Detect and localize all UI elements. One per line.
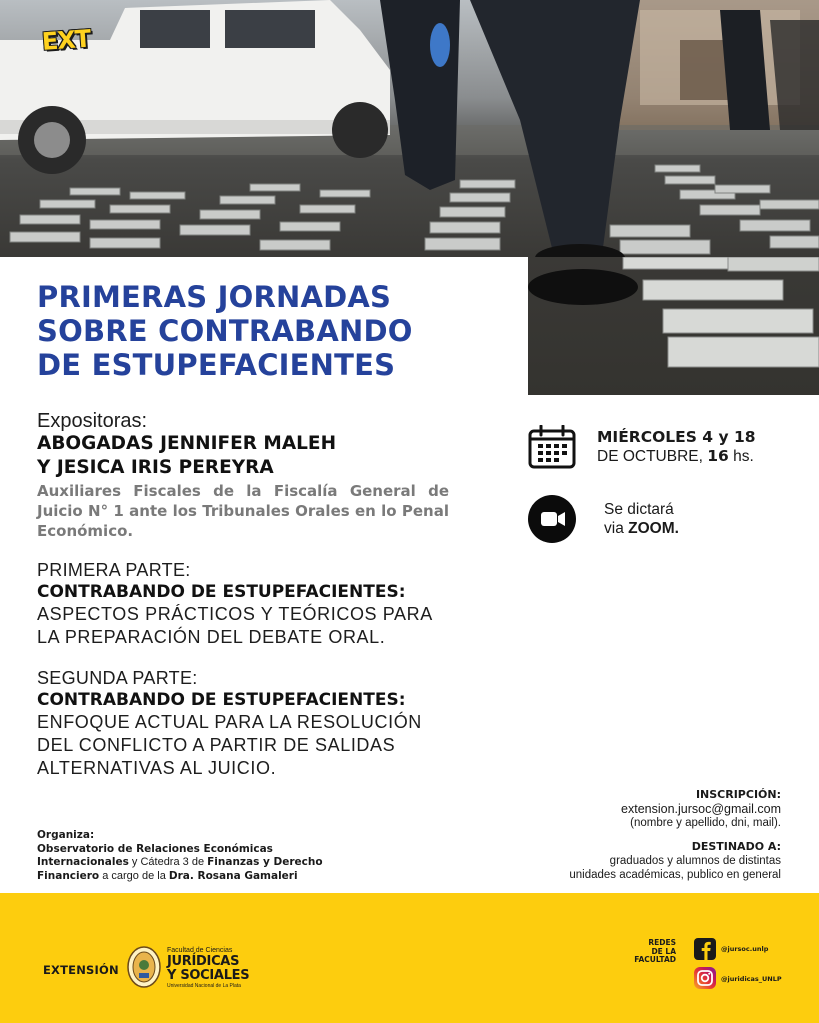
- zoom-camera-icon: [528, 495, 576, 543]
- second-part-section: [37, 667, 467, 780]
- audience-line: graduados y alumnos de distintas: [609, 855, 781, 867]
- title-line: DE ESTUPEFACIENTES: [37, 348, 396, 382]
- organizer-header: Organiza:: [37, 829, 95, 841]
- speaker-names-line: ABOGADAS JENNIFER MALEH: [37, 433, 337, 454]
- part-label: PRIMERA PARTE:: [37, 560, 191, 580]
- university-seal-icon: [127, 946, 161, 988]
- event-month: DE OCTUBRE,: [597, 448, 703, 465]
- part-title: CONTRABANDO DE ESTUPEFACIENTES:: [37, 582, 406, 602]
- organizer-text: y Cátedra 3 de: [128, 856, 208, 868]
- header-photo-illustration: [0, 0, 819, 257]
- subtitle-line: LA PREPARACIÓN DEL DEBATE ORAL.: [37, 627, 386, 647]
- event-day: MIÉRCOLES 4 y 18: [597, 428, 756, 446]
- audience-section: [461, 840, 781, 882]
- first-part-section: [37, 559, 467, 649]
- platform-line: Se dictará: [604, 501, 674, 518]
- part-subtitle: [37, 603, 467, 649]
- speakers-label: Expositoras:: [37, 410, 148, 432]
- header-photo: [0, 0, 819, 257]
- organizer-chair: Finanzas y Derecho: [207, 856, 323, 868]
- faculty-logo: [167, 947, 267, 989]
- audience-header: DESTINADO A:: [691, 840, 781, 853]
- ext-logo: EXT: [41, 24, 92, 56]
- title-line: SOBRE CONTRABANDO: [37, 314, 413, 348]
- inscription-section: [481, 788, 781, 830]
- organizer-name: Internacionales: [37, 856, 129, 868]
- audience-line: unidades académicas, publico en general: [569, 869, 781, 881]
- speaker-names-line: Y JESICA IRIS PEREYRA: [37, 457, 274, 478]
- speakers-description: Auxiliares Fiscales de la Fiscalía General de Juicio N° 1 ante los Tribunales Orales en lo Penal Económico.: [37, 482, 449, 540]
- packages-illustration: [528, 257, 819, 395]
- inscription-note: (nombre y apellido, dni, mail).: [630, 817, 781, 829]
- calendar-icon: [528, 425, 576, 469]
- header-photo-extension: [528, 257, 819, 395]
- subtitle-line: ENFOQUE ACTUAL PARA LA RESOLUCIÓN: [37, 712, 422, 732]
- social-label: [612, 939, 676, 965]
- subtitle-line: ASPECTOS PRÁCTICOS Y TEÓRICOS PARA: [37, 604, 433, 624]
- inscription-email[interactable]: extension.jursoc@gmail.com: [621, 802, 781, 816]
- organizer-name: Observatorio de Relaciones Económicas: [37, 842, 273, 855]
- platform-name: ZOOM.: [628, 520, 679, 537]
- social-label-line: FACULTAD: [634, 955, 676, 964]
- subtitle-line: ALTERNATIVAS AL JUICIO.: [37, 758, 277, 778]
- part-title: CONTRABANDO DE ESTUPEFACIENTES:: [37, 690, 406, 710]
- organizer-text: a cargo de la: [99, 869, 169, 882]
- title-line: PRIMERAS JORNADAS: [37, 280, 392, 314]
- extension-label: EXTENSIÓN: [43, 963, 119, 977]
- social-label-line: REDES: [648, 938, 676, 947]
- faculty-name: Y SOCIALES: [167, 968, 250, 983]
- university-name: Universidad Nacional de La Plata: [167, 983, 241, 989]
- platform-info: [604, 500, 784, 538]
- part-label: SEGUNDA PARTE:: [37, 668, 198, 688]
- part-subtitle: [37, 711, 467, 780]
- organizer-section: [37, 829, 357, 883]
- social-label-line: DE LA: [651, 946, 676, 956]
- inscription-header: INSCRIPCIÓN:: [695, 788, 781, 801]
- page-title: [37, 280, 507, 382]
- instagram-handle[interactable]: @juridicas_UNLP: [721, 975, 782, 983]
- event-hour: 16: [707, 447, 729, 465]
- facebook-icon[interactable]: [694, 938, 716, 960]
- facebook-handle[interactable]: @jursoc.unlp: [721, 945, 769, 953]
- faculty-name: JURÍDICAS: [167, 954, 240, 969]
- organizer-chair: Financiero: [37, 869, 100, 882]
- speakers-section: [37, 410, 457, 541]
- event-hour-suffix: hs.: [733, 448, 754, 465]
- instagram-icon[interactable]: [694, 967, 716, 989]
- platform-via: via: [604, 520, 624, 537]
- subtitle-line: DEL CONFLICTO A PARTIR DE SALIDAS: [37, 735, 396, 755]
- organizer-person: Dra. Rosana Gamaleri: [168, 869, 298, 882]
- faculty-line: Facultad de Ciencias: [167, 947, 233, 954]
- event-date: [597, 428, 797, 466]
